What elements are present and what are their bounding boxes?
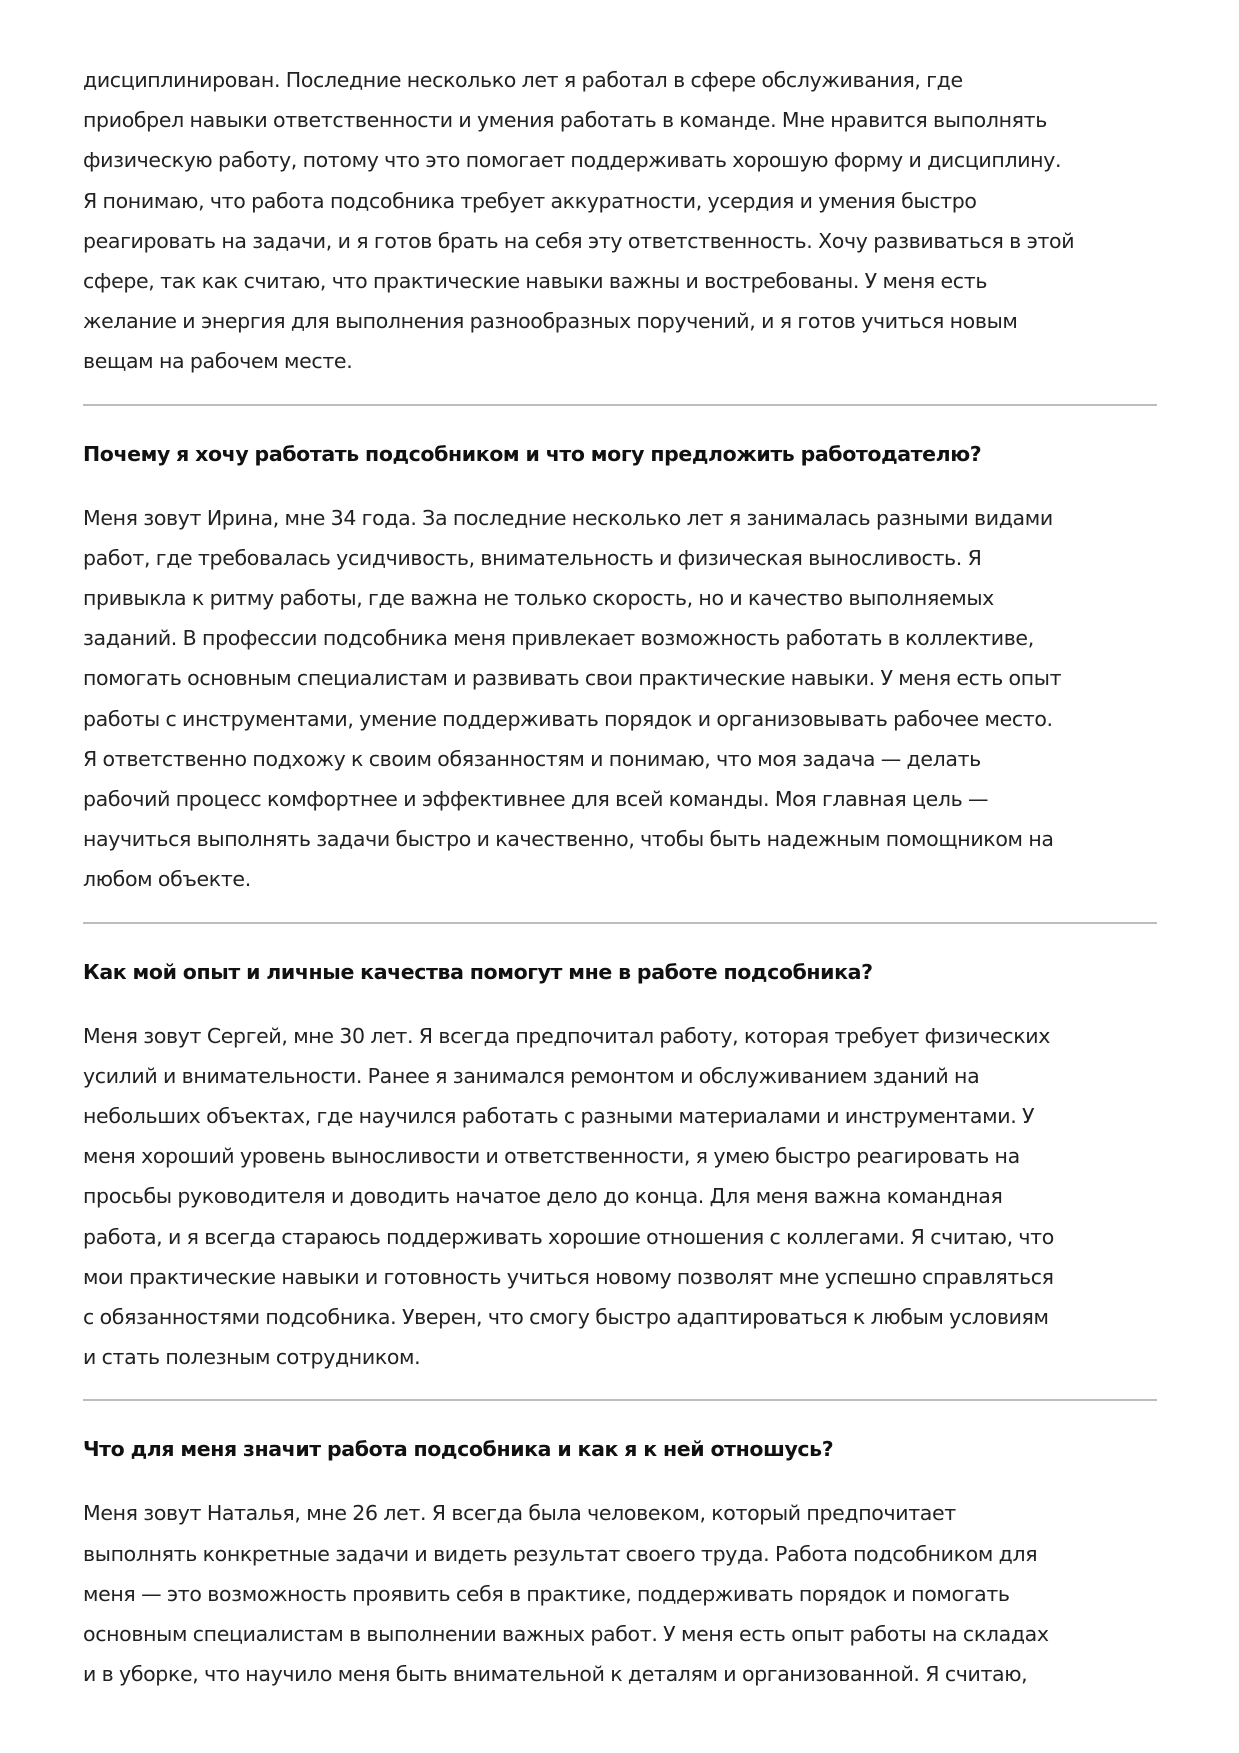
- text-line: Меня зовут Наталья, мне 26 лет. Я всегда была человеком, который предпочитает: [83, 1501, 956, 1526]
- text-line: просьбы руководителя и доводить начатое дело до конца. Для меня важна командная: [83, 1184, 1003, 1209]
- section-paragraph: [83, 498, 1157, 900]
- text-line: Я понимаю, что работа подсобника требует аккуратности, усердия и умения быстро: [83, 188, 977, 213]
- text-line: меня хороший уровень выносливости и ответственности, я умею быстро реагировать на: [83, 1144, 1020, 1169]
- document-page: [83, 60, 1157, 1695]
- text-line: небольших объектах, где научился работать с разными материалами и инструментами. У: [83, 1104, 1035, 1129]
- text-line: Я ответственно подхожу к своим обязанностям и понимаю, что моя задача — делать: [83, 746, 981, 771]
- text-line: Меня зовут Ирина, мне 34 года. За последние несколько лет я занималась разными видами: [83, 505, 1053, 530]
- text-line: вещам на рабочем месте.: [83, 349, 353, 374]
- text-line: работы с инструментами, умение поддерживать порядок и организовывать рабочее место.: [83, 706, 1053, 731]
- text-line: любом объекте.: [83, 867, 251, 892]
- text-line: помогать основным специалистам и развивать свои практические навыки. У меня есть опыт: [83, 666, 1062, 691]
- text-line: работ, где требовалась усидчивость, внимательность и физическая выносливость. Я: [83, 545, 982, 570]
- text-line: реагировать на задачи, и я готов брать на себя эту ответственность. Хочу развиваться в этой: [83, 228, 1075, 253]
- section-paragraph: [83, 1016, 1157, 1378]
- text-line: работа, и я всегда стараюсь поддерживать хорошие отношения с коллегами. Я считаю, что: [83, 1224, 1054, 1249]
- text-line: заданий. В профессии подсобника меня привлекает возможность работать в коллективе,: [83, 626, 1034, 651]
- text-line: сфере, так как считаю, что практические навыки важны и востребованы. У меня есть: [83, 269, 988, 294]
- text-line: и стать полезным сотрудником.: [83, 1345, 421, 1370]
- text-line: привыкла к ритму работы, где важна не только скорость, но и качество выполняемых: [83, 586, 994, 611]
- text-line: научиться выполнять задачи быстро и качественно, чтобы быть надежным помощником на: [83, 827, 1054, 852]
- text-line: физическую работу, потому что это помогает поддерживать хорошую форму и дисциплину.: [83, 148, 1062, 173]
- section-heading: Как мой опыт и личные качества помогут мне в работе подсобника?: [83, 959, 873, 984]
- section-paragraph: [83, 1493, 1157, 1694]
- text-line: с обязанностями подсобника. Уверен, что смогу быстро адаптироваться к любым условиям: [83, 1305, 1049, 1330]
- section-irina: [83, 440, 1157, 900]
- section-natalya: [83, 1435, 1157, 1694]
- section-sergey: [83, 958, 1157, 1378]
- intro-paragraph: [83, 60, 1157, 382]
- text-line: дисциплинирован. Последние несколько лет я работал в сфере обслуживания, где: [83, 68, 963, 92]
- text-line: меня — это возможность проявить себя в практике, поддерживать порядок и помогать: [83, 1581, 1010, 1606]
- section-heading: Почему я хочу работать подсобником и что могу предложить работодателю?: [83, 441, 982, 466]
- text-line: мои практические навыки и готовность учиться новому позволят мне успешно справляться: [83, 1264, 1054, 1289]
- section-heading: Что для меня значит работа подсобника и как я к ней отношусь?: [83, 1437, 834, 1462]
- text-line: приобрел навыки ответственности и умения работать в команде. Мне нравится выполнять: [83, 108, 1047, 133]
- text-line: Меня зовут Сергей, мне 30 лет. Я всегда предпочитал работу, которая требует физических: [83, 1023, 1050, 1048]
- text-line: выполнять конкретные задачи и видеть результат своего труда. Работа подсобником для: [83, 1541, 1038, 1566]
- text-line: основным специалистам в выполнении важных работ. У меня есть опыт работы на складах: [83, 1622, 1049, 1647]
- text-line: и в уборке, что научило меня быть внимательной к деталям и организованной. Я считаю,: [83, 1662, 1028, 1687]
- text-line: рабочий процесс комфортнее и эффективнее для всей команды. Моя главная цель —: [83, 787, 989, 812]
- text-line: желание и энергия для выполнения разнообразных поручений, и я готов учиться новым: [83, 309, 1018, 334]
- text-line: усилий и внимательности. Ранее я занимался ремонтом и обслуживанием зданий на: [83, 1063, 980, 1088]
